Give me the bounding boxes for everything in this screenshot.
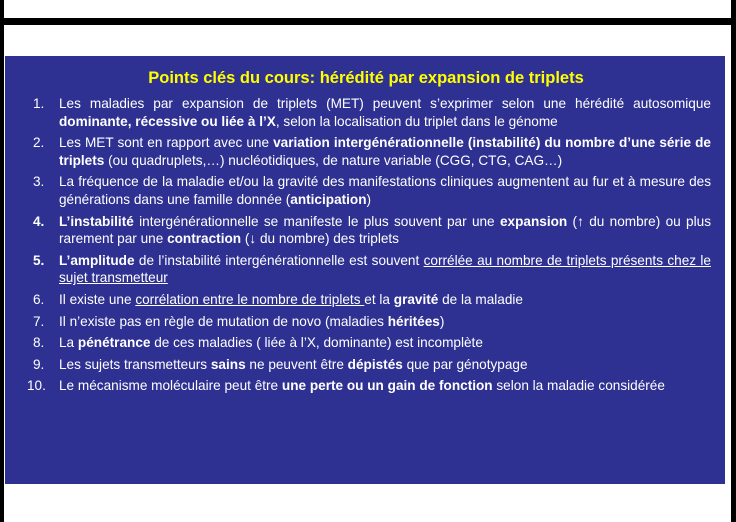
panel-title: Points clés du cours: hérédité par expansion de triplets: [148, 69, 584, 87]
point-text: Les MET sont en rapport avec une: [59, 135, 274, 151]
bold-text: anticipation: [290, 191, 367, 207]
bold-text: L’instabilité: [59, 213, 134, 229]
bold-text: dominante, récessive ou liée à l’X: [59, 113, 276, 129]
point-text: Il n’existe pas en règle de mutation de novo (maladies: [59, 313, 388, 329]
point-text: (↑ du nombre) ou plus rarement par une: [59, 213, 711, 247]
key-point-9: [21, 356, 711, 374]
key-point-number: 10.: [27, 378, 46, 394]
underlined-text: corrélation entre le nombre de triplets: [135, 291, 365, 307]
point-text: Les maladies par expansion de triplets (MET) peuvent s’exprimer selon une hérédité autosomique: [59, 96, 711, 111]
bold-text: une perte ou un gain de fonction: [281, 378, 493, 394]
bold-text: dépistés: [347, 356, 403, 372]
point-text: Le mécanisme moléculaire peut être: [59, 378, 282, 394]
key-points-list: [21, 95, 711, 395]
key-point-number: 6.: [33, 291, 45, 307]
point-text: (↓ du nombre) des triplets: [241, 231, 399, 247]
point-text: La fréquence de la maladie et/ou la gravité des manifestations cliniques augmentent au fur et à mesure des générations dans une famille donnée (: [59, 174, 711, 207]
point-text: ): [366, 191, 372, 207]
point-text: intergénérationnelle se manifeste le plus souvent par une: [133, 213, 500, 229]
key-point-6: [21, 291, 711, 309]
key-point-number: 4.: [33, 213, 45, 229]
underlined-text: corrélée au nombre de triplets présents chez le sujet transmetteur: [59, 252, 711, 286]
bold-text: héritées: [387, 313, 440, 329]
key-point-7: [21, 313, 711, 331]
point-text: ): [439, 313, 445, 329]
point-text: La: [59, 335, 78, 351]
bold-text: variation intergénérationnelle (instabilité) du nombre d’une série de triplets: [59, 135, 711, 168]
point-text: ne peuvent être: [245, 356, 348, 372]
bold-text: expansion: [499, 213, 568, 229]
top-page-edge: [4, 0, 731, 18]
key-point-number: 3.: [33, 174, 45, 190]
point-text: de la maladie: [438, 291, 523, 307]
key-point-10: [21, 377, 711, 395]
key-point-4: [21, 213, 711, 248]
point-text: que par génotypage: [402, 356, 528, 372]
point-text: (ou quadruplets,…) nucléotidiques, de nature variable (CGG, CTG, CAG…): [104, 152, 563, 168]
bold-text: gravité: [393, 291, 439, 307]
point-text: de ces maladies ( liée à l’X, dominante) est incomplète: [150, 335, 483, 351]
key-point-number: 5.: [33, 252, 45, 268]
key-point-number: 9.: [33, 356, 45, 372]
point-text: de l’instabilité intergénérationnelle est souvent: [134, 252, 424, 268]
point-text: Les sujets transmetteurs: [59, 356, 211, 372]
point-text: selon la maladie considérée: [492, 378, 665, 394]
point-text: et la: [364, 291, 394, 307]
point-text: , selon la localisation du triplet dans le génome: [275, 113, 558, 129]
point-text: Il existe une: [59, 291, 136, 307]
key-point-number: 2.: [33, 135, 45, 151]
bold-text: L’amplitude: [59, 252, 135, 268]
key-point-2: [21, 134, 711, 169]
key-point-number: 1.: [33, 96, 45, 111]
bold-text: contraction: [167, 231, 242, 247]
bold-text: sains: [210, 356, 246, 372]
key-point-8: [21, 334, 711, 352]
key-point-3: [21, 173, 711, 208]
key-point-number: 8.: [33, 335, 45, 351]
key-points-panel: [5, 56, 725, 484]
key-point-number: 7.: [33, 313, 45, 329]
bold-text: pénétrance: [77, 335, 151, 351]
key-point-1: [21, 95, 711, 130]
key-point-5: [21, 252, 711, 287]
